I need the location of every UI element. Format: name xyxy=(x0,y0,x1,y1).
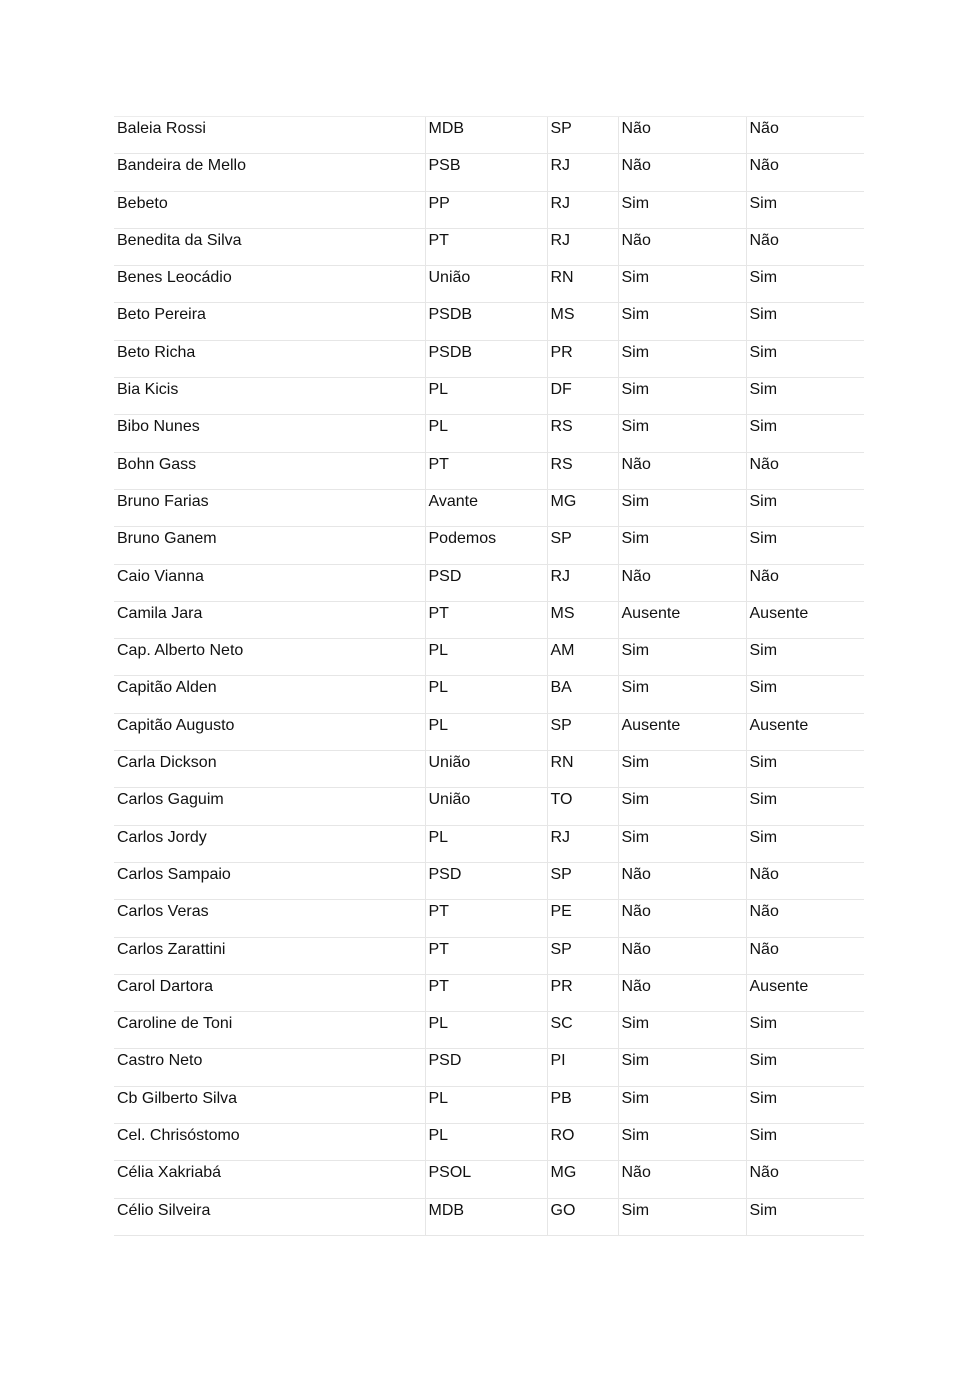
vote-2-cell: Sim xyxy=(746,788,864,825)
party-cell: PT xyxy=(425,601,547,638)
deputy-name-cell: Baleia Rossi xyxy=(114,117,425,154)
state-cell: RJ xyxy=(547,825,618,862)
deputy-name-cell: Carol Dartora xyxy=(114,974,425,1011)
party-cell: PL xyxy=(425,415,547,452)
party-cell: PL xyxy=(425,1012,547,1049)
table-row xyxy=(114,564,864,601)
state-cell: SP xyxy=(547,527,618,564)
party-cell: PL xyxy=(425,676,547,713)
table-row xyxy=(114,452,864,489)
state-cell: RN xyxy=(547,266,618,303)
deputy-name-cell: Carlos Gaguim xyxy=(114,788,425,825)
party-cell: PL xyxy=(425,1086,547,1123)
party-cell: União xyxy=(425,266,547,303)
vote-1-cell: Sim xyxy=(618,825,746,862)
party-cell: PSB xyxy=(425,154,547,191)
vote-2-cell: Sim xyxy=(746,1049,864,1086)
vote-2-cell: Não xyxy=(746,228,864,265)
state-cell: MS xyxy=(547,303,618,340)
state-cell: SC xyxy=(547,1012,618,1049)
vote-1-cell: Sim xyxy=(618,1012,746,1049)
deputy-name-cell: Beto Pereira xyxy=(114,303,425,340)
state-cell: RN xyxy=(547,751,618,788)
vote-2-cell: Sim xyxy=(746,340,864,377)
deputy-name-cell: Bruno Farias xyxy=(114,489,425,526)
deputy-name-cell: Caio Vianna xyxy=(114,564,425,601)
party-cell: PP xyxy=(425,191,547,228)
deputy-name-cell: Bohn Gass xyxy=(114,452,425,489)
party-cell: Avante xyxy=(425,489,547,526)
vote-1-cell: Sim xyxy=(618,303,746,340)
table-row xyxy=(114,974,864,1011)
state-cell: PR xyxy=(547,974,618,1011)
vote-1-cell: Sim xyxy=(618,751,746,788)
state-cell: PR xyxy=(547,340,618,377)
vote-2-cell: Não xyxy=(746,117,864,154)
vote-1-cell: Não xyxy=(618,154,746,191)
vote-1-cell: Não xyxy=(618,862,746,899)
deputy-name-cell: Benes Leocádio xyxy=(114,266,425,303)
vote-1-cell: Não xyxy=(618,1161,746,1198)
vote-1-cell: Não xyxy=(618,564,746,601)
state-cell: RS xyxy=(547,415,618,452)
state-cell: SP xyxy=(547,117,618,154)
vote-1-cell: Sim xyxy=(618,489,746,526)
party-cell: PT xyxy=(425,228,547,265)
vote-2-cell: Ausente xyxy=(746,713,864,750)
vote-1-cell: Sim xyxy=(618,415,746,452)
state-cell: RS xyxy=(547,452,618,489)
state-cell: GO xyxy=(547,1198,618,1235)
vote-1-cell: Não xyxy=(618,228,746,265)
party-cell: PSD xyxy=(425,862,547,899)
party-cell: PSDB xyxy=(425,340,547,377)
vote-2-cell: Sim xyxy=(746,1012,864,1049)
vote-1-cell: Não xyxy=(618,937,746,974)
vote-2-cell: Sim xyxy=(746,639,864,676)
table-row xyxy=(114,340,864,377)
party-cell: PSD xyxy=(425,1049,547,1086)
vote-1-cell: Sim xyxy=(618,266,746,303)
party-cell: PSD xyxy=(425,564,547,601)
deputy-name-cell: Carlos Veras xyxy=(114,900,425,937)
state-cell: BA xyxy=(547,676,618,713)
vote-2-cell: Sim xyxy=(746,191,864,228)
vote-2-cell: Não xyxy=(746,1161,864,1198)
state-cell: MS xyxy=(547,601,618,638)
state-cell: RJ xyxy=(547,228,618,265)
party-cell: PSOL xyxy=(425,1161,547,1198)
party-cell: PT xyxy=(425,452,547,489)
party-cell: MDB xyxy=(425,117,547,154)
vote-2-cell: Não xyxy=(746,900,864,937)
table-row xyxy=(114,1049,864,1086)
state-cell: RO xyxy=(547,1124,618,1161)
deputy-name-cell: Bia Kicis xyxy=(114,378,425,415)
state-cell: TO xyxy=(547,788,618,825)
state-cell: AM xyxy=(547,639,618,676)
vote-2-cell: Sim xyxy=(746,751,864,788)
table-row xyxy=(114,937,864,974)
party-cell: MDB xyxy=(425,1198,547,1235)
deputy-name-cell: Carlos Jordy xyxy=(114,825,425,862)
deputy-name-cell: Caroline de Toni xyxy=(114,1012,425,1049)
vote-1-cell: Sim xyxy=(618,527,746,564)
state-cell: RJ xyxy=(547,564,618,601)
state-cell: MG xyxy=(547,489,618,526)
state-cell: RJ xyxy=(547,154,618,191)
vote-2-cell: Sim xyxy=(746,1086,864,1123)
table-row xyxy=(114,676,864,713)
vote-2-cell: Sim xyxy=(746,415,864,452)
vote-2-cell: Sim xyxy=(746,1198,864,1235)
deputy-name-cell: Carlos Zarattini xyxy=(114,937,425,974)
vote-2-cell: Sim xyxy=(746,676,864,713)
vote-2-cell: Sim xyxy=(746,378,864,415)
deputy-name-cell: Benedita da Silva xyxy=(114,228,425,265)
vote-1-cell: Sim xyxy=(618,191,746,228)
state-cell: PB xyxy=(547,1086,618,1123)
state-cell: SP xyxy=(547,937,618,974)
vote-2-cell: Não xyxy=(746,564,864,601)
state-cell: MG xyxy=(547,1161,618,1198)
vote-2-cell: Sim xyxy=(746,1124,864,1161)
deputy-name-cell: Bibo Nunes xyxy=(114,415,425,452)
deputy-name-cell: Beto Richa xyxy=(114,340,425,377)
table-row xyxy=(114,639,864,676)
vote-2-cell: Ausente xyxy=(746,974,864,1011)
table-row xyxy=(114,1012,864,1049)
vote-2-cell: Sim xyxy=(746,489,864,526)
vote-2-cell: Não xyxy=(746,862,864,899)
vote-1-cell: Ausente xyxy=(618,601,746,638)
table-row xyxy=(114,1161,864,1198)
deputy-name-cell: Castro Neto xyxy=(114,1049,425,1086)
table-row xyxy=(114,154,864,191)
table-row xyxy=(114,303,864,340)
vote-2-cell: Sim xyxy=(746,303,864,340)
party-cell: PL xyxy=(425,825,547,862)
deputy-name-cell: Célio Silveira xyxy=(114,1198,425,1235)
vote-2-cell: Não xyxy=(746,452,864,489)
party-cell: PL xyxy=(425,378,547,415)
table-row xyxy=(114,527,864,564)
vote-1-cell: Não xyxy=(618,452,746,489)
vote-1-cell: Sim xyxy=(618,1124,746,1161)
table-row xyxy=(114,1124,864,1161)
party-cell: PT xyxy=(425,937,547,974)
party-cell: PT xyxy=(425,974,547,1011)
table-row xyxy=(114,601,864,638)
state-cell: SP xyxy=(547,862,618,899)
vote-2-cell: Sim xyxy=(746,266,864,303)
vote-1-cell: Não xyxy=(618,974,746,1011)
party-cell: União xyxy=(425,751,547,788)
deputy-name-cell: Capitão Alden xyxy=(114,676,425,713)
deputy-name-cell: Célia Xakriabá xyxy=(114,1161,425,1198)
vote-2-cell: Sim xyxy=(746,527,864,564)
state-cell: DF xyxy=(547,378,618,415)
state-cell: PI xyxy=(547,1049,618,1086)
deputy-name-cell: Bandeira de Mello xyxy=(114,154,425,191)
table-row xyxy=(114,751,864,788)
party-cell: PT xyxy=(425,900,547,937)
party-cell: PSDB xyxy=(425,303,547,340)
party-cell: PL xyxy=(425,713,547,750)
table-row xyxy=(114,862,864,899)
table-row xyxy=(114,1086,864,1123)
table-row xyxy=(114,228,864,265)
vote-1-cell: Ausente xyxy=(618,713,746,750)
votes-table-body xyxy=(114,117,864,1236)
party-cell: União xyxy=(425,788,547,825)
vote-1-cell: Sim xyxy=(618,639,746,676)
state-cell: PE xyxy=(547,900,618,937)
party-cell: PL xyxy=(425,1124,547,1161)
vote-2-cell: Sim xyxy=(746,825,864,862)
table-row xyxy=(114,1198,864,1235)
vote-1-cell: Sim xyxy=(618,788,746,825)
vote-1-cell: Sim xyxy=(618,1086,746,1123)
state-cell: RJ xyxy=(547,191,618,228)
deputy-name-cell: Carlos Sampaio xyxy=(114,862,425,899)
table-row xyxy=(114,378,864,415)
deputy-name-cell: Capitão Augusto xyxy=(114,713,425,750)
table-row xyxy=(114,117,864,154)
vote-1-cell: Sim xyxy=(618,340,746,377)
vote-1-cell: Sim xyxy=(618,1049,746,1086)
party-cell: PL xyxy=(425,639,547,676)
table-row xyxy=(114,266,864,303)
vote-2-cell: Não xyxy=(746,937,864,974)
table-row xyxy=(114,825,864,862)
deputy-name-cell: Camila Jara xyxy=(114,601,425,638)
deputy-name-cell: Bebeto xyxy=(114,191,425,228)
table-row xyxy=(114,489,864,526)
vote-1-cell: Não xyxy=(618,900,746,937)
table-row xyxy=(114,191,864,228)
vote-2-cell: Ausente xyxy=(746,601,864,638)
vote-1-cell: Sim xyxy=(618,378,746,415)
deputy-name-cell: Carla Dickson xyxy=(114,751,425,788)
state-cell: SP xyxy=(547,713,618,750)
vote-2-cell: Não xyxy=(746,154,864,191)
table-row xyxy=(114,415,864,452)
votes-table xyxy=(114,116,864,1236)
deputy-name-cell: Cb Gilberto Silva xyxy=(114,1086,425,1123)
vote-1-cell: Sim xyxy=(618,1198,746,1235)
vote-1-cell: Sim xyxy=(618,676,746,713)
vote-1-cell: Não xyxy=(618,117,746,154)
table-row xyxy=(114,788,864,825)
table-row xyxy=(114,713,864,750)
deputy-name-cell: Cel. Chrisóstomo xyxy=(114,1124,425,1161)
party-cell: Podemos xyxy=(425,527,547,564)
deputy-name-cell: Bruno Ganem xyxy=(114,527,425,564)
deputy-name-cell: Cap. Alberto Neto xyxy=(114,639,425,676)
table-row xyxy=(114,900,864,937)
